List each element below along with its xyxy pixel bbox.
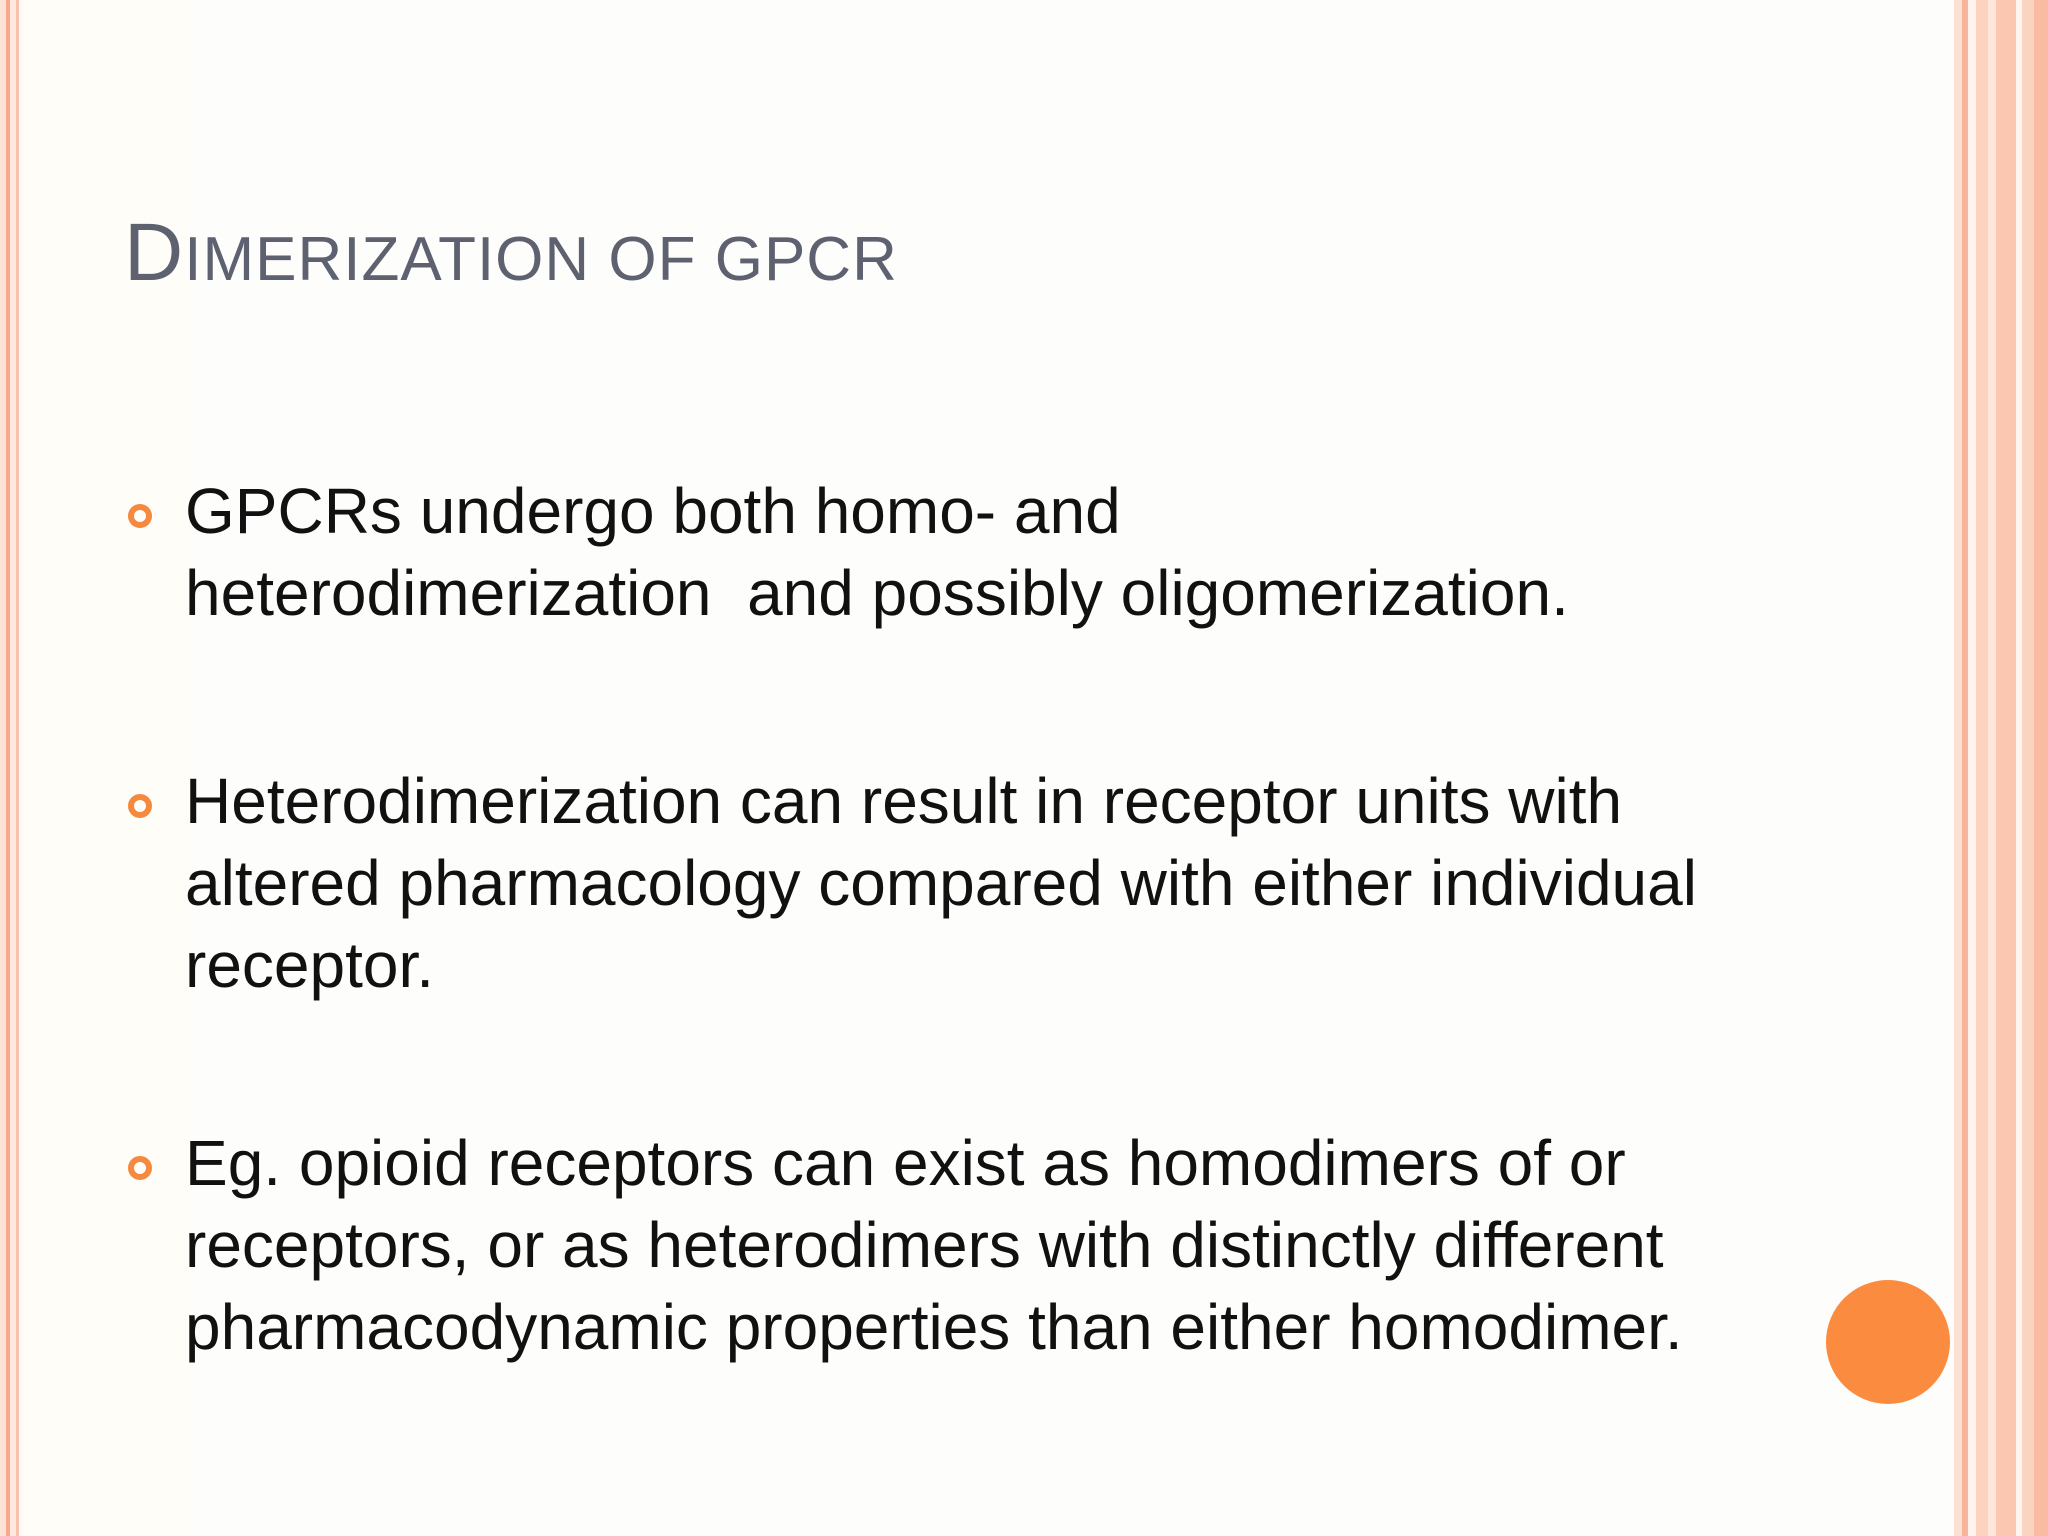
bullet-text-3: Eg. opioid receptors can exist as homodimers of or receptors, or as heterodimers with distinctly different pharmacodynamic properties than either homodimer.	[185, 1127, 1683, 1363]
orange-circle-decoration	[1826, 1280, 1950, 1404]
right-decorative-stripes	[1954, 0, 2048, 1536]
circle-bullet-icon	[128, 1156, 152, 1180]
slide-title-initial: D	[124, 207, 185, 298]
left-decorative-border	[0, 0, 24, 1536]
slide-title	[124, 207, 898, 298]
circle-bullet-icon	[128, 794, 152, 818]
bullet-text-2: Heterodimerization can result in receptor units with altered pharmacology compared with either individual receptor.	[185, 765, 1697, 1001]
slide-title-rest: IMERIZATION OF GPCR	[184, 225, 898, 294]
circle-bullet-icon	[128, 504, 152, 528]
bullet-text-1: GPCRs undergo both homo- and heterodimerization and possibly oligomerization.	[185, 475, 1569, 629]
